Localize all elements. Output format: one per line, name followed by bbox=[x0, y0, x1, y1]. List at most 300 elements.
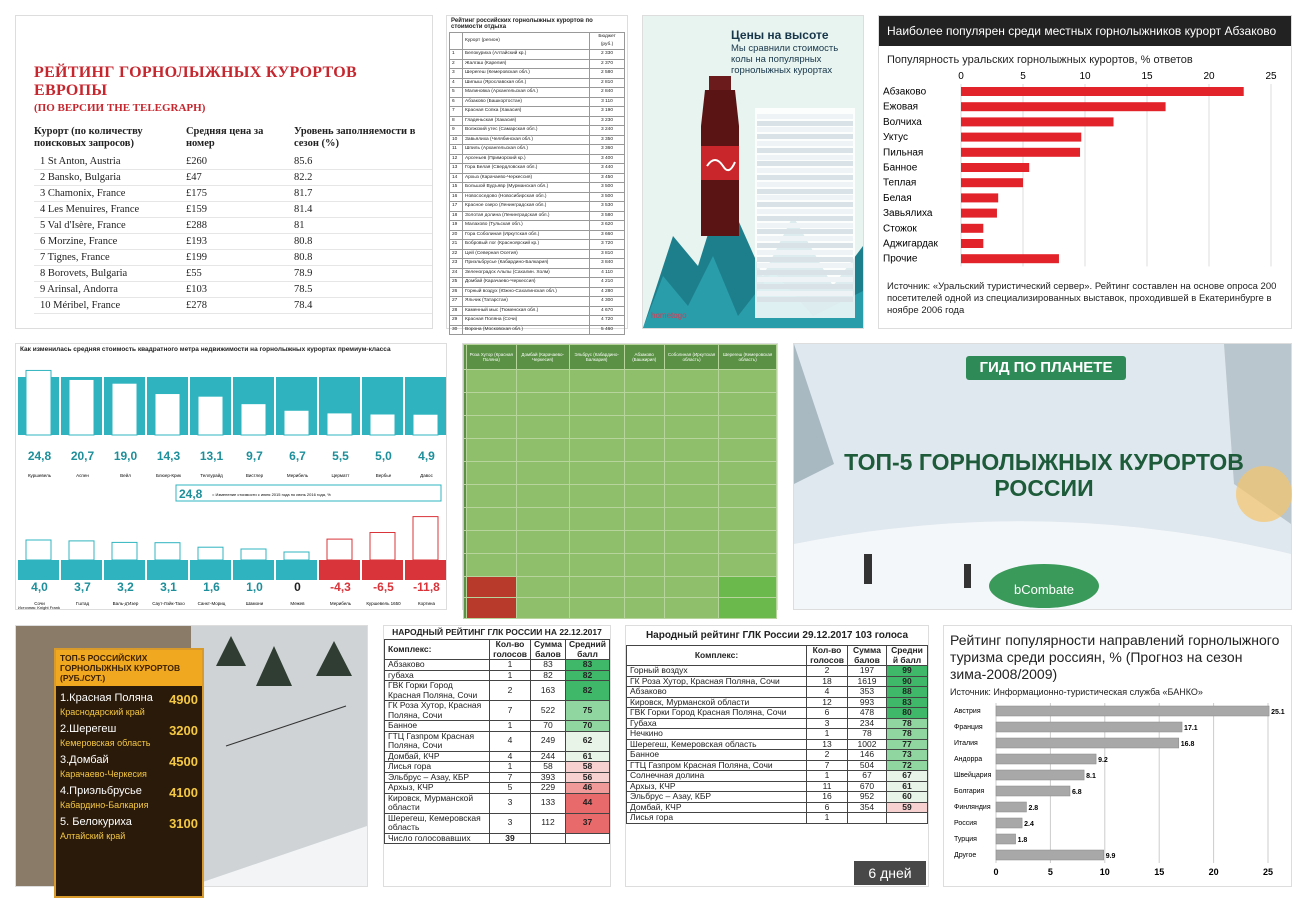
russia-cost-rank: 9 bbox=[450, 126, 463, 136]
property-top-bar bbox=[69, 379, 94, 435]
banko-category-label: Италия bbox=[954, 740, 978, 747]
property-top-bar bbox=[26, 370, 51, 435]
people2-complex: Нечкино bbox=[627, 729, 807, 740]
people2-avg bbox=[887, 813, 928, 824]
russia-cost-row bbox=[450, 59, 625, 69]
europe-occupancy: 82.2 bbox=[294, 170, 432, 186]
property-top-bar bbox=[112, 383, 137, 435]
property-bottom-name: Валь-д'Изер bbox=[112, 601, 139, 606]
top5-panel bbox=[54, 648, 204, 898]
banko-bar bbox=[996, 850, 1104, 860]
russia-cost-rank: 22 bbox=[450, 249, 463, 259]
europe-resort: 5 Val d'Isère, France bbox=[34, 218, 186, 234]
compare-cell bbox=[719, 439, 777, 462]
coke-row-line bbox=[757, 121, 853, 126]
europe-header-occupancy: Уровень заполняемости в сезон (%) bbox=[293, 126, 416, 149]
people2-sum: 1619 bbox=[848, 676, 887, 687]
russia-cost-row bbox=[450, 50, 625, 60]
people2-avg: 88 bbox=[887, 687, 928, 698]
russia-cost-row bbox=[450, 154, 625, 164]
people2-sum: 234 bbox=[848, 718, 887, 729]
russia-cost-rank: 30 bbox=[450, 325, 463, 335]
people1-votes: 1 bbox=[490, 721, 531, 732]
banko-tick-label: 5 bbox=[1047, 867, 1053, 877]
urals-category-label: Прочие bbox=[883, 253, 918, 265]
russia-cost-resort: Арсеньев (Приморский кр.) bbox=[463, 154, 590, 164]
people1-complex: ГВК Горки Город Красная Поляна, Сочи bbox=[385, 681, 490, 701]
property-bottom-bg bbox=[276, 560, 317, 580]
top5-item-price: 4900 bbox=[169, 692, 198, 707]
compare-cell bbox=[624, 598, 664, 619]
russia-cost-budget: 3 720 bbox=[590, 240, 625, 250]
people2-row bbox=[627, 792, 928, 803]
russia-cost-rank: 7 bbox=[450, 107, 463, 117]
compare-cell bbox=[516, 554, 569, 577]
property-bottom-value: -4,3 bbox=[330, 580, 351, 594]
compare-cell bbox=[664, 439, 718, 462]
property-top-bar bbox=[155, 394, 180, 435]
property-top-value: 13,1 bbox=[199, 449, 224, 463]
compare-cell bbox=[624, 370, 664, 393]
people1-votes: 4 bbox=[490, 751, 531, 762]
europe-resort: 9 Arinsal, Andorra bbox=[34, 282, 186, 298]
property-bottom-value: -11,8 bbox=[413, 580, 440, 594]
urals-tick-label: 25 bbox=[1265, 71, 1277, 82]
russia-cost-row bbox=[450, 259, 625, 269]
people2-row bbox=[627, 739, 928, 750]
coke-row-line bbox=[757, 223, 853, 228]
top5-item-name: 2.Шерегеш bbox=[60, 723, 117, 735]
europe-resort: 6 Morzine, France bbox=[34, 234, 186, 250]
property-top-bar bbox=[370, 414, 395, 435]
people2-votes: 7 bbox=[807, 760, 848, 771]
people1-complex: губаха bbox=[385, 670, 490, 681]
people2-votes: 6 bbox=[807, 708, 848, 719]
people1-avg: 82 bbox=[565, 670, 609, 681]
people1-avg: 62 bbox=[565, 731, 609, 751]
compare-header: Абзаково (Башкирия) bbox=[624, 345, 664, 370]
people2-table bbox=[626, 645, 928, 824]
people-rating2-tile[interactable] bbox=[625, 625, 929, 887]
europe-resort: 3 Chamonix, France bbox=[34, 186, 186, 202]
compare-cell bbox=[569, 554, 624, 577]
compare-cell bbox=[664, 531, 718, 554]
compare-header: Соболиная (Иркутская область) bbox=[664, 345, 718, 370]
russia-cost-resort: Гора Соболиная (Иркутская обл.) bbox=[463, 230, 590, 240]
people2-avg: 67 bbox=[887, 771, 928, 782]
urals-category-label: Аджигардак bbox=[883, 238, 938, 250]
russia-cost-budget: 2 330 bbox=[590, 50, 625, 60]
people1-row bbox=[385, 793, 610, 813]
people1-avg: 58 bbox=[565, 762, 609, 773]
compare-cell bbox=[719, 485, 777, 508]
russia-cost-budget: 3 810 bbox=[590, 249, 625, 259]
property-bottom-value: 4,0 bbox=[31, 580, 48, 594]
russia-cost-budget: 4 300 bbox=[590, 297, 625, 307]
property-bottom-name: Межев bbox=[290, 601, 305, 606]
russia-cost-rank: 3 bbox=[450, 69, 463, 79]
top5-tile[interactable] bbox=[15, 625, 368, 887]
people-rating1-tile[interactable] bbox=[383, 625, 611, 887]
people1-row bbox=[385, 670, 610, 681]
people1-complex: Абзаково bbox=[385, 660, 490, 671]
top5-item-price: 3200 bbox=[169, 723, 198, 738]
europe-row bbox=[34, 234, 432, 250]
property-top-value: 5,0 bbox=[375, 449, 392, 463]
property-top-bar bbox=[198, 396, 223, 435]
people1-avg: 56 bbox=[565, 772, 609, 783]
europe-row bbox=[34, 282, 432, 298]
people2-votes: 11 bbox=[807, 781, 848, 792]
people2-sum: 478 bbox=[848, 708, 887, 719]
banko-chart-tile[interactable] bbox=[943, 625, 1292, 887]
people1-total-label: Число голосовавших bbox=[385, 833, 490, 844]
urals-bar bbox=[961, 117, 1114, 126]
people2-row bbox=[627, 781, 928, 792]
compare-cell bbox=[569, 577, 624, 598]
europe-price: £55 bbox=[186, 266, 294, 282]
coke-brand: hometogo bbox=[651, 311, 687, 320]
russia-cost-rank: 5 bbox=[450, 88, 463, 98]
people2-row bbox=[627, 760, 928, 771]
urals-category-label: Банное bbox=[883, 162, 918, 174]
people2-votes: 4 bbox=[807, 687, 848, 698]
banko-tick-label: 10 bbox=[1099, 867, 1110, 877]
banko-value-label: 25.1 bbox=[1271, 709, 1285, 716]
russia-cost-budget: 3 360 bbox=[590, 145, 625, 155]
russia-cost-row bbox=[450, 126, 625, 136]
banko-value-label: 17.1 bbox=[1184, 725, 1198, 732]
banko-bar bbox=[996, 834, 1016, 844]
russia-cost-rank: 25 bbox=[450, 278, 463, 288]
compare-cell bbox=[516, 577, 569, 598]
compare-cell bbox=[569, 462, 624, 485]
banko-title: Рейтинг популярности направлений горнолыжного туризма среди россиян, % (Прогноз на сезон зима-2008/2009) bbox=[950, 632, 1280, 682]
people1-table bbox=[384, 639, 610, 844]
banko-category-label: Австрия bbox=[954, 708, 981, 715]
people2-complex: ГТЦ Газпром Красная Поляна, Сочи bbox=[627, 760, 807, 771]
europe-price: £175 bbox=[186, 186, 294, 202]
people2-avg: 73 bbox=[887, 750, 928, 761]
banko-bar-chart bbox=[944, 701, 1291, 881]
compare-row bbox=[464, 508, 777, 531]
europe-occupancy: 78.9 bbox=[294, 266, 432, 282]
people2-sum: 197 bbox=[848, 666, 887, 677]
people1-complex: Эльбрус – Азау, КБР bbox=[385, 772, 490, 783]
property-legend-value: 24,8 bbox=[179, 487, 203, 501]
people2-votes: 1 bbox=[807, 771, 848, 782]
russia-cost-resort: Бобровый лог (Красноярский кр.) bbox=[463, 240, 590, 250]
urals-bar bbox=[961, 163, 1029, 172]
property-title: Как изменилась средняя стоимость квадратного метра недвижимости на горнолыжных курортах премиум-класса bbox=[20, 346, 391, 353]
people1-row bbox=[385, 721, 610, 732]
people2-votes: 13 bbox=[807, 739, 848, 750]
urals-header: Наиболее популярен среди местных горнолыжников курорт Абзаково bbox=[879, 16, 1291, 46]
property-top-value: 4,9 bbox=[418, 449, 435, 463]
russia-cost-resort: Шипыш (Ярославская обл.) bbox=[463, 78, 590, 88]
top5-item-name: 4.Приэльбрусье bbox=[60, 785, 142, 797]
compare-cell bbox=[719, 462, 777, 485]
people1-complex: Лисья гора bbox=[385, 762, 490, 773]
banko-tick-label: 25 bbox=[1262, 867, 1274, 877]
people1-votes: 1 bbox=[490, 670, 531, 681]
top5-item-name: 3.Домбай bbox=[60, 754, 109, 766]
property-bottom-bar bbox=[198, 547, 223, 560]
russia-cost-budget: 2 840 bbox=[590, 88, 625, 98]
banko-bar bbox=[996, 818, 1022, 828]
people1-votes: 1 bbox=[490, 660, 531, 671]
people1-sum: 522 bbox=[531, 701, 566, 721]
urals-bar bbox=[961, 178, 1023, 187]
europe-price: £278 bbox=[186, 298, 294, 314]
compare-row bbox=[464, 416, 777, 439]
russia-cost-resort: Малиновка (Архангельская обл.) bbox=[463, 88, 590, 98]
russia-cost-budget: 3 350 bbox=[590, 135, 625, 145]
top5-item-region: Алтайский край bbox=[60, 831, 126, 841]
compare-row bbox=[464, 370, 777, 393]
people1-header-votes: Кол-во голосов bbox=[490, 640, 531, 660]
people2-row bbox=[627, 771, 928, 782]
property-top-name: Мерибель bbox=[286, 473, 309, 478]
people1-votes: 2 bbox=[490, 681, 531, 701]
people2-sum: 146 bbox=[848, 750, 887, 761]
europe-row bbox=[34, 298, 432, 314]
russia-cost-rank: 19 bbox=[450, 221, 463, 231]
russia-cost-resort: Шерегеш (Кемеровская обл.) bbox=[463, 69, 590, 79]
banko-bar bbox=[996, 722, 1182, 732]
europe-resort: 4 Les Menuires, France bbox=[34, 202, 186, 218]
banko-value-label: 2.8 bbox=[1028, 805, 1039, 812]
comparison-table bbox=[463, 344, 777, 619]
people2-complex: ГВК Горки Город Красная Поляна, Сочи bbox=[627, 708, 807, 719]
banko-value-label: 1.8 bbox=[1017, 837, 1028, 844]
property-bottom-bar bbox=[284, 552, 309, 560]
russia-cost-budget: 5 460 bbox=[590, 325, 625, 335]
urals-bar bbox=[961, 224, 983, 233]
europe-table bbox=[34, 126, 432, 314]
russia-cost-budget: 2 580 bbox=[590, 69, 625, 79]
russia-cost-resort: Красная Сопка (Хакасия) bbox=[463, 107, 590, 117]
russia-cost-resort: Цей (Северная Осетия) bbox=[463, 249, 590, 259]
compare-cell bbox=[516, 416, 569, 439]
russia-cost-budget: 3 500 bbox=[590, 183, 625, 193]
russia-cost-resort: Завьялиха (Челябинская обл.) bbox=[463, 135, 590, 145]
russia-cost-row bbox=[450, 221, 625, 231]
russia-cost-budget: 4 670 bbox=[590, 306, 625, 316]
russia-cost-rank: 2 bbox=[450, 59, 463, 69]
russia-cost-budget: 3 500 bbox=[590, 192, 625, 202]
planet-guide-tile[interactable] bbox=[793, 343, 1292, 610]
russia-cost-header-budget: Бюджет (руб.) bbox=[590, 33, 625, 50]
russia-cost-rank: 26 bbox=[450, 287, 463, 297]
property-bottom-name: Шамони bbox=[245, 601, 264, 606]
people2-row bbox=[627, 666, 928, 677]
people1-row bbox=[385, 751, 610, 762]
people1-votes: 3 bbox=[490, 793, 531, 813]
people1-row bbox=[385, 681, 610, 701]
top5-item bbox=[60, 816, 198, 841]
russia-cost-budget: 4 720 bbox=[590, 316, 625, 326]
urals-chart-tile[interactable] bbox=[878, 15, 1292, 329]
property-top-name: Вейл bbox=[120, 473, 131, 478]
people1-sum: 70 bbox=[531, 721, 566, 732]
europe-title: РЕЙТИНГ ГОРНОЛЫЖНЫХ КУРОРТОВ ЕВРОПЫ bbox=[34, 64, 357, 99]
russia-cost-row bbox=[450, 249, 625, 259]
coke-row-line bbox=[757, 189, 853, 194]
europe-ranking-tile[interactable] bbox=[15, 15, 433, 329]
property-bottom-name: Кортина bbox=[417, 601, 436, 606]
people2-sum: 353 bbox=[848, 687, 887, 698]
people2-votes: 18 bbox=[807, 676, 848, 687]
people2-sum: 67 bbox=[848, 771, 887, 782]
russia-cost-rank: 24 bbox=[450, 268, 463, 278]
top5-title: ТОП-5 РОССИЙСКИХ ГОРНОЛЫЖНЫХ КУРОРТОВ (РУБ./СУТ.) bbox=[56, 650, 202, 686]
europe-occupancy: 81 bbox=[294, 218, 432, 234]
banko-category-label: Швейцария bbox=[954, 772, 992, 779]
people2-complex: Лисья гора bbox=[627, 813, 807, 824]
europe-occupancy: 81.7 bbox=[294, 186, 432, 202]
europe-price: £159 bbox=[186, 202, 294, 218]
comparison-tile[interactable] bbox=[462, 343, 778, 610]
russia-cost-tile[interactable] bbox=[446, 15, 628, 332]
people2-avg: 83 bbox=[887, 697, 928, 708]
people2-row bbox=[627, 687, 928, 698]
coke-subtitle: Мы сравнили стоимость колы на популярных горнолыжных курортах bbox=[731, 43, 839, 76]
russia-cost-rank: 12 bbox=[450, 154, 463, 164]
compare-header: Домбай (Карачаево-Черкесия) bbox=[516, 345, 569, 370]
russia-cost-resort: Жалгаш (Карелия) bbox=[463, 59, 590, 69]
banko-bar bbox=[996, 738, 1179, 748]
property-top-bar bbox=[241, 404, 266, 435]
coke-row-line bbox=[757, 284, 853, 289]
urals-tick-label: 0 bbox=[958, 71, 964, 82]
people1-complex: Банное bbox=[385, 721, 490, 732]
urals-bar bbox=[961, 254, 1059, 263]
people2-sum bbox=[848, 813, 887, 824]
russia-cost-resort: Красная Поляна (Сочи) bbox=[463, 316, 590, 326]
coke-row-line bbox=[757, 216, 853, 221]
urals-category-label: Теплая bbox=[883, 177, 917, 189]
property-bottom-bg bbox=[362, 560, 403, 580]
russia-cost-rank: 6 bbox=[450, 97, 463, 107]
urals-bar bbox=[961, 133, 1081, 142]
banko-category-label: Финляндия bbox=[954, 804, 991, 811]
banko-bar bbox=[996, 706, 1269, 716]
people1-sum: 58 bbox=[531, 762, 566, 773]
people2-title: Народный рейтинг ГЛК России 29.12.2017 103 голоса bbox=[645, 630, 909, 641]
property-top-bar bbox=[284, 410, 309, 435]
europe-resort: 2 Bansko, Bulgaria bbox=[34, 170, 186, 186]
people1-complex: ГТЦ Газпром Красная Поляна, Сочи bbox=[385, 731, 490, 751]
russia-cost-resort: Гора Белая (Свердловская обл.) bbox=[463, 164, 590, 174]
coke-title: Цены на высоте bbox=[731, 28, 829, 42]
compare-cell bbox=[516, 598, 569, 619]
top5-item-price: 4500 bbox=[169, 754, 198, 769]
compare-cell bbox=[569, 508, 624, 531]
coke-row-line bbox=[757, 141, 853, 146]
people2-complex: Кировск, Мурманской области bbox=[627, 697, 807, 708]
people1-sum: 249 bbox=[531, 731, 566, 751]
russia-cost-header-resort: Курорт (регион) bbox=[463, 33, 590, 50]
property-chart bbox=[16, 355, 446, 610]
people2-avg: 90 bbox=[887, 676, 928, 687]
banko-tick-label: 15 bbox=[1154, 867, 1165, 877]
russia-cost-budget: 3 580 bbox=[590, 211, 625, 221]
russia-cost-budget: 4 210 bbox=[590, 278, 625, 288]
top5-item-region: Карачаево-Черкесия bbox=[60, 769, 147, 779]
planet-brand-logo: bCombate bbox=[989, 564, 1099, 608]
people1-sum: 244 bbox=[531, 751, 566, 762]
property-bottom-value: 0 bbox=[294, 580, 301, 594]
urals-bar-chart bbox=[879, 70, 1291, 270]
compare-cell bbox=[719, 598, 777, 619]
compare-cell bbox=[516, 485, 569, 508]
compare-cell bbox=[467, 531, 517, 554]
urals-category-label: Пильная bbox=[883, 147, 924, 159]
russia-cost-row bbox=[450, 316, 625, 326]
urals-bar bbox=[961, 209, 997, 218]
russia-cost-resort: Приэльбрусье (Кабардино-Балкария) bbox=[463, 259, 590, 269]
people2-row bbox=[627, 708, 928, 719]
coke-price-list bbox=[757, 112, 853, 304]
people1-avg: 83 bbox=[565, 660, 609, 671]
people1-avg: 61 bbox=[565, 751, 609, 762]
people2-avg: 78 bbox=[887, 729, 928, 740]
compare-cell bbox=[664, 577, 718, 598]
property-bottom-bar bbox=[112, 542, 137, 560]
people1-sum: 112 bbox=[531, 813, 566, 833]
property-bottom-bar bbox=[155, 543, 180, 560]
urals-category-label: Абзаково bbox=[883, 86, 927, 98]
russia-cost-row bbox=[450, 297, 625, 307]
russia-cost-header-num bbox=[450, 33, 463, 50]
russia-cost-rank: 8 bbox=[450, 116, 463, 126]
property-tile[interactable] bbox=[15, 343, 447, 610]
days-badge[interactable]: 6 дней bbox=[854, 861, 926, 885]
urals-category-label: Белая bbox=[883, 192, 912, 204]
compare-cell bbox=[624, 531, 664, 554]
coke-row-line bbox=[757, 291, 853, 296]
russia-cost-budget: 3 660 bbox=[590, 230, 625, 240]
compare-cell bbox=[467, 416, 517, 439]
property-top-name: Блюер-Крик bbox=[155, 473, 182, 478]
people1-row bbox=[385, 731, 610, 751]
russia-cost-resort: Большой Вудъявр (Мурманская обл.) bbox=[463, 183, 590, 193]
europe-occupancy: 78.5 bbox=[294, 282, 432, 298]
people2-complex: Абзаково bbox=[627, 687, 807, 698]
banko-category-label: Болгария bbox=[954, 788, 985, 795]
europe-occupancy: 80.8 bbox=[294, 234, 432, 250]
russia-cost-budget: 3 190 bbox=[590, 107, 625, 117]
russia-cost-resort: Малахово (Тульская обл.) bbox=[463, 221, 590, 231]
property-bottom-bg bbox=[104, 560, 145, 580]
urals-tick-label: 5 bbox=[1020, 71, 1026, 82]
compare-cell bbox=[516, 531, 569, 554]
property-bottom-bg bbox=[190, 560, 231, 580]
russia-cost-budget: 2 370 bbox=[590, 59, 625, 69]
europe-occupancy: 85.6 bbox=[294, 154, 432, 170]
people2-avg: 59 bbox=[887, 802, 928, 813]
property-bottom-bg bbox=[18, 560, 59, 580]
urals-category-label: Завьялиха bbox=[883, 208, 933, 220]
russia-cost-row bbox=[450, 230, 625, 240]
coke-prices-tile[interactable] bbox=[642, 15, 864, 329]
russia-cost-budget: 3 230 bbox=[590, 116, 625, 126]
people1-row bbox=[385, 660, 610, 671]
people1-votes: 1 bbox=[490, 762, 531, 773]
people2-complex: Горный воздух bbox=[627, 666, 807, 677]
europe-row bbox=[34, 218, 432, 234]
